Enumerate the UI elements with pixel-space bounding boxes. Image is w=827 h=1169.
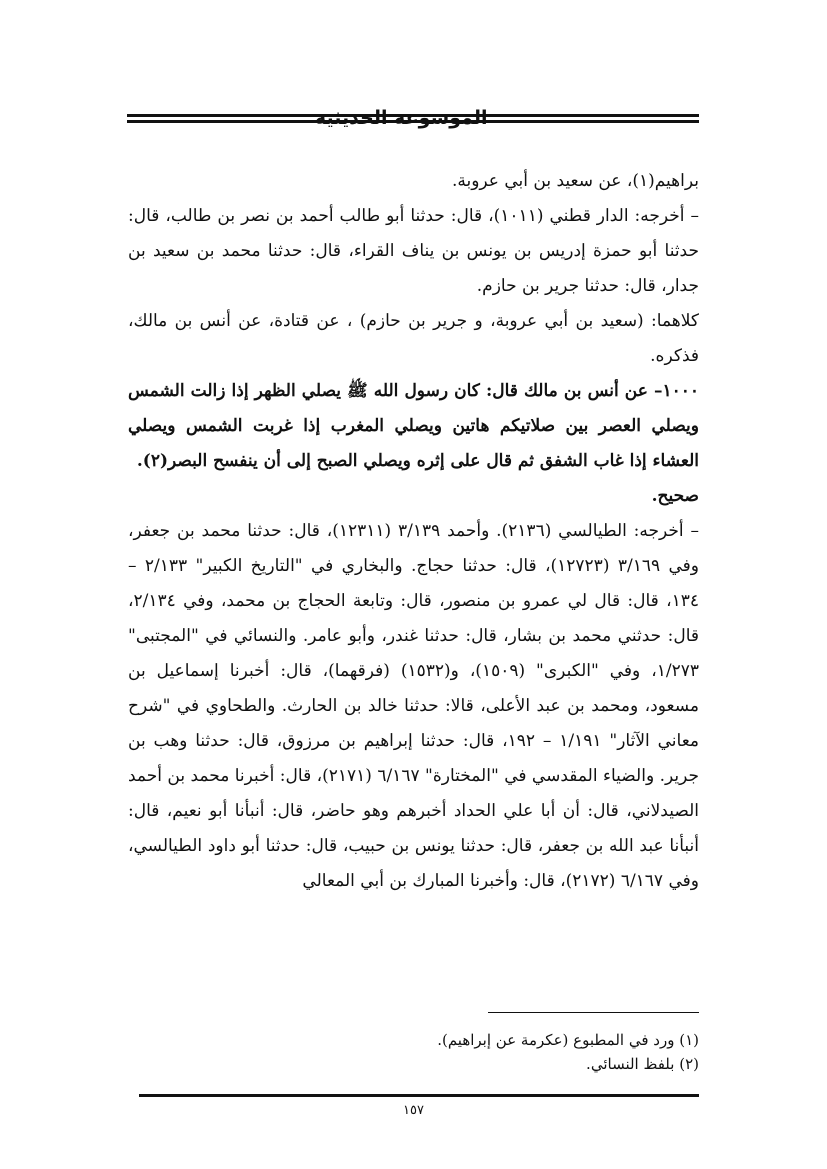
page-header (127, 108, 699, 132)
paragraph-3: كلاهما: (سعيد بن أبي عروبة، و جرير بن حازم) ، عن قتادة، عن أنس بن مالك، فذكره. (128, 311, 699, 366)
footnote-1: (١) ورد في المطبوع (عكرمة عن إبراهيم). (437, 1031, 699, 1049)
paragraph-1: براهيم(١)، عن سعيد بن أبي عروبة. (451, 171, 699, 191)
footnotes (128, 1028, 699, 1076)
grading: صحيح. (651, 486, 699, 506)
footnote-2: (٢) بلفظ النسائي. (586, 1055, 699, 1073)
footnote-separator (488, 1012, 699, 1013)
header-rule-left (127, 114, 311, 123)
paragraph-2: – أخرجه: الدار قطني (١٠١١)، قال: حدثنا أبو طالب أحمد بن نصر بن طالب، قال: حدثنا أبو حمزة إدريس بن يونس بن يناف القراء، قال: حدثنا محمد بن سعيد بن جدار، قال: حدثنا جرير بن حازم. (128, 206, 699, 296)
page-number: ١٥٧ (403, 1103, 424, 1118)
footer-rule (139, 1094, 699, 1097)
hadith-text: ١٠٠٠– عن أنس بن مالك قال: كان رسول الله ﷺ يصلي الظهر إذا زالت الشمس ويصلي العصر بين صلاتيكم هاتين ويصلي المغرب إذا غربت الشمس ويصلي العشاء إذا غاب الشفق ثم قال على إثره ويصلي الصبح إلى أن ينفسح البصر(٢). (128, 381, 699, 471)
paragraph-takhrij: – أخرجه: الطيالسي (٢١٣٦). وأحمد ٣/١٣٩ (١٢٣١١)، قال: حدثنا محمد بن جعفر، وفي ٣/١٦٩ (١٢٧٢٣)، قال: حدثنا حجاج. والبخاري في "التاريخ الكبير" ٢/١٣٣ – ١٣٤، قال: قال لي عمرو بن منصور، قال: وتابعة الحجاج بن محمد، وفي ٢/١٣٤، قال: حدثني محمد بن بشار، قال: حدثنا غندر، وأبو عامر. والنسائي في "المجتبى" ١/٢٧٣، وفي "الكبرى" (١٥٠٩)، و(١٥٣٢) (فرقهما)، قال: أخبرنا إسماعيل بن مسعود، ومحمد بن عبد الأعلى، قالا: حدثنا خالد بن الحارث. والطحاوي في "شرح معاني الآثار" ١/١٩١ – ١٩٢، قال: حدثنا إبراهيم بن مرزوق، قال: حدثنا وهب بن جرير. والضياء المقدسي في "المختارة" ٦/١٦٧ (٢١٧١)، قال: أخبرنا محمد بن أحمد الصيدلاني، قال: أن أبا علي الحداد أخبرهم وهو حاضر، قال: أنبأنا أبو نعيم، قال: أنبأنا عبد الله بن جعفر، قال: حدثنا يونس بن حبيب، قال: حدثنا أبو داود الطيالسي، وفي ٦/١٦٧ (٢١٧٢)، قال: وأخبرنا المبارك بن أبي المعالي (128, 521, 699, 891)
main-text (128, 164, 699, 899)
header-title: الموسوعة الحديثية (315, 107, 488, 129)
